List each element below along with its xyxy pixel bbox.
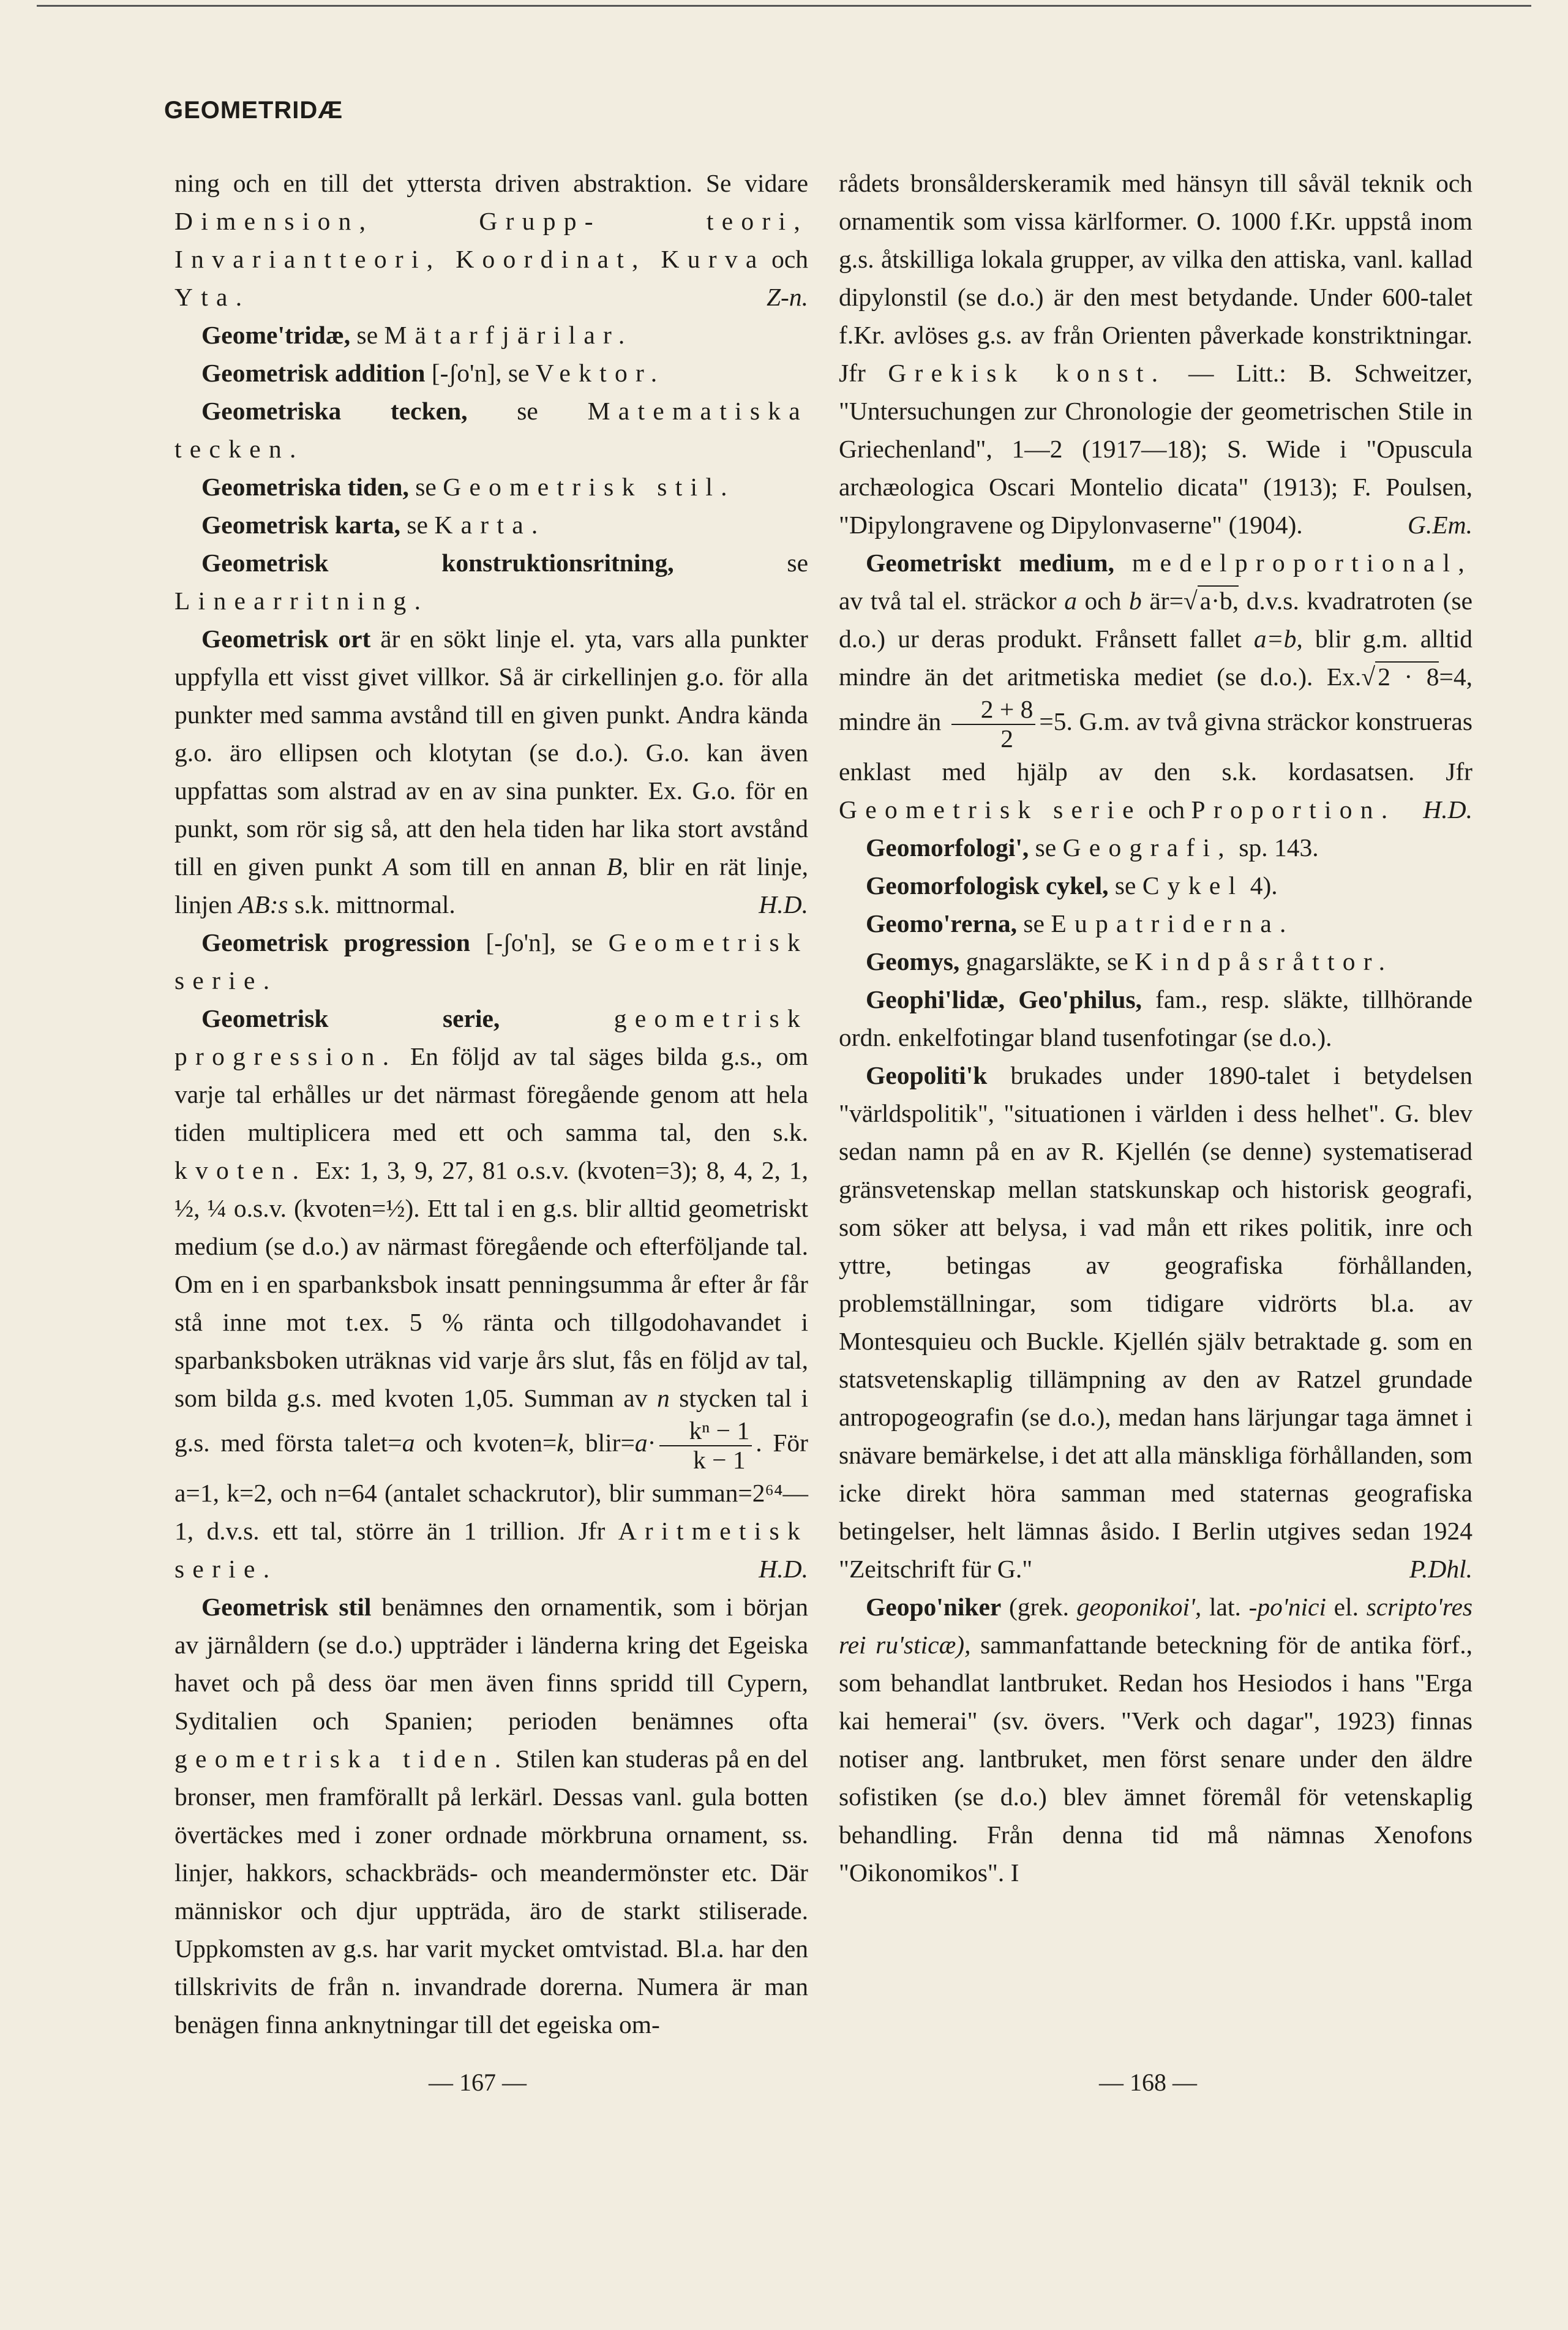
cross-reference: Karta.	[434, 511, 546, 539]
entry-geomys: Geomys, gnagarsläkte, se Kindpåsråttor.	[866, 947, 1394, 976]
cross-reference: Eupatriderna.	[1051, 909, 1294, 938]
entry-geometridae: Geome'tridæ, se Mätarfjärilar.	[201, 321, 633, 349]
headword: Geomys,	[866, 947, 960, 976]
cross-reference: Yta.	[174, 283, 250, 311]
entry-geometrisk-karta: Geometrisk karta, se Karta.	[201, 511, 546, 539]
headword: Geometriskt medium,	[866, 549, 1114, 577]
entry-geometrisk-ort: Geometrisk ort är en sökt linje el. yta, vars alla punkter uppfylla ett visst givet villkor. Så är cirkellinjen g.o. för alla punkter med samma avstånd till en given punkt. Andra kända g.o. äro ellipsen och klotytan (se d.o.). G.o. kan även uppfattas som alstrad av en av sina punkter. Ex. G.o. för en punkt, som rör sig så, att den hela tiden har lika stort avstånd till en given punkt A som till en annan B, blir en rät linje, linjen AB:s s.k. mittnormal. H.D.	[174, 620, 808, 923]
entry-geometrisk-progression: Geometrisk progression [-ʃo'n], se Geometrisk serie.	[174, 928, 808, 994]
entry-geophilidae: Geophi'lidæ, Geo'philus, fam., resp. släkte, tillhörande ordn. enkelfotingar bland tusenfotingar (se d.o.).	[839, 985, 1473, 1052]
entry-continuation: rådets bronsålderskeramik med hänsyn till såväl teknik och ornamentik som vissa kärlformer. O. 1000 f.Kr. uppstå inom g.s. åtskilliga lokala grupper, av vilka den attiska, vanl. kallad dipylonstil (se d.o.) är den mest betydande. Under 600-talet f.Kr. avlöses g.s. av från Orienten påverkade konstriktningar. Jfr Grekisk konst. — Litt.: B. Schweitzer, "Untersuchungen zur Chronologie der geometrischen Stile in Griechenland", 1—2 (1917—18); S. Wide i "Opuscula archæologica Oscari Montelio dicata" (1913); F. Poulsen, "Dipylongravene og Dipylonvaserne" (1904). G.Em.	[839, 164, 1472, 544]
headword: Geopo'niker	[866, 1593, 1002, 1622]
cross-reference: Aritmetisk serie.	[174, 1517, 808, 1584]
cross-reference: Grekisk konst.	[888, 359, 1166, 387]
entry-geomorfologisk-cykel: Geomorfologisk cykel, se Cykel 4).	[866, 871, 1278, 900]
cross-reference: Kindpåsråttor.	[1135, 947, 1394, 976]
entry-geomorfologi: Geomorfologi', se Geografi, sp. 143.	[866, 833, 1319, 862]
left-column	[174, 164, 808, 2043]
entry-geometrisk-addition: Geometrisk addition [-ʃo'n], se Vektor.	[201, 359, 666, 387]
headword: Geometriska tiden,	[201, 473, 409, 501]
spaced-term: medelproportional,	[1132, 549, 1473, 577]
headword: Geometrisk ort	[201, 625, 371, 653]
page-number-right: — 168 —	[1099, 2069, 1197, 2096]
cross-reference: Geometrisk serie.	[174, 928, 808, 994]
entry-geometriskt-medium: Geometriskt medium, medelproportional, av två tal el. sträckor a och b är=√a·b, d.v.s. kvadratroten (se d.o.) ur deras produkt. Frånsett fallet a=b, blir g.m. alltid mindre än det aritmetiska mediet (se d.o.). Ex.√2 · 8=4, mindre än $\frac{2 + 8}{2}$ =5. G.m. av två givna sträckor konstrueras enklast med hjälp av den s.k. kordasatsen. Jfr Geometrisk serie och Proportion. H.D.	[839, 544, 1472, 829]
formula-fraction: $\frac{\text{kⁿ − 1}}{k - 1}$	[659, 1417, 752, 1474]
top-rule	[37, 5, 1531, 7]
headword: Geometrisk serie,	[201, 1004, 500, 1032]
spaced-term: geometriska tiden.	[174, 1745, 509, 1773]
author-signature: P.Dhl.	[1409, 1555, 1472, 1584]
author-signature: H.D.	[1423, 795, 1472, 824]
entry-geometrisk-konstruktionsritning: Geometrisk konstruktionsritning, se Linearritning.	[174, 549, 808, 615]
running-head: GEOMETRIDÆ	[164, 97, 343, 124]
cross-reference: Mätarfjärilar.	[384, 321, 633, 349]
entry-continuation: ning och en till det yttersta driven abstraktion. Se vidare Dimension, Grupp- teori, Invariantteori, Koordinat, Kurva och Yta. Z-n.	[174, 164, 808, 316]
entry-geometriska-tiden: Geometriska tiden, se Geometrisk stil.	[201, 473, 735, 501]
headword: Geometrisk addition	[201, 359, 426, 387]
cross-reference: Linearritning.	[174, 587, 429, 615]
cross-reference: Geografi,	[1062, 833, 1232, 862]
entry-geometriska-tecken: Geometriska tecken, se Matematiska tecken.	[174, 397, 809, 463]
author-signature: H.D.	[759, 890, 808, 919]
headword: Geometrisk progression	[201, 928, 470, 956]
entry-geomorerna: Geomo'rerna, se Eupatriderna.	[866, 909, 1294, 938]
spaced-term: kvoten.	[174, 1156, 307, 1184]
headword: Geometrisk karta,	[201, 511, 401, 539]
cross-reference: Dimension, Grupp- teori, Invariantteori, Koordinat, Kurva	[174, 207, 808, 273]
entry-geometrisk-stil: Geometrisk stil benämnes den ornamentik, som i början av järnåldern (se d.o.) uppträder i länderna kring det Egeiska havet och på dess öar men även finns spridd till Cypern, Syditalien och Spanien; perioden benämnes ofta geometriska tiden. Stilen kan studeras på en del bronser, men framförallt på lerkärl. Dessas vanl. gula botten övertäckes med i zoner ordnade mörkbruna ornament, ss. linjer, hakkors, schackbräds- och meandermönster etc. Där människor och djur uppträda, äro de starkt stiliserade. Uppkomsten av g.s. har varit mycket omtvistad. Bl.a. har den tillskrivits de från n. invandrade dorerna. Numera är man benägen finna anknytningar till det egeiska om-	[174, 1593, 808, 2039]
cross-reference: Proportion.	[1191, 795, 1396, 824]
author-signature: Z-n.	[766, 283, 808, 311]
headword: Geome'tridæ,	[201, 321, 351, 349]
headword: Geometrisk konstruktionsritning,	[201, 549, 674, 577]
cross-reference: Geometrisk serie	[839, 795, 1142, 824]
headword: Geometriska tecken,	[201, 397, 468, 425]
page-number-left: — 167 —	[429, 2069, 527, 2096]
headword: Geomo'rerna,	[866, 909, 1018, 938]
author-signature: H.D.	[759, 1555, 808, 1584]
cross-reference: Matematiska tecken.	[174, 397, 809, 463]
entry-geometrisk-serie: Geometrisk serie, geometrisk progression. En följd av tal säges bilda g.s., om varje tal erhålles ur det närmast föregående genom att hela tiden multiplicera med ett och samma tal, den s.k. kvoten. Ex: 1, 3, 9, 27, 81 o.s.v. (kvoten=3); 8, 4, 2, 1, ½, ¼ o.s.v. (kvoten=½). Ett tal i en g.s. blir alltid geometriskt medium (se d.o.) av närmast föregående och efterföljande tal. Om en i en sparbanksbok insatt penningsumma år efter år får stå inne mot t.ex. 5 % ränta och tillgodohavandet i sparbanksboken uträknas vid varje års slut, fås en följd av tal, som bilda g.s. med kvoten 1,05. Summan av n stycken tal i g.s. med första talet=a och kvoten=k, blir=a· $\frac{\text{kⁿ − 1}}{k - 1}$ . För a=1, k=2, och n=64 (antalet schackrutor), blir summan=2⁶⁴—1, d.v.s. ett tal, större än 1 trillion. Jfr Aritmetisk serie. H.D.	[174, 999, 808, 1588]
entry-geoponiker: Geopo'niker (grek. geoponikoi', lat. -po'nici el. scripto'res rei ru'sticæ), sammanfattande beteckning för de antika förf., som behandlat lantbruket. Redan hos Hesiodos i hans "Erga kai hemerai" (sv. övers. "Verk och dagar", 1923) finnas notiser ang. lantbruket, men först senare under den äldre sofistiken (se d.o.) blev ämnet föremål för vetenskaplig behandling. Från denna tid må nämnas Xenofons "Oikonomikos". I	[839, 1593, 1473, 1887]
headword: Geopoliti'k	[866, 1061, 988, 1090]
square-root: a·b,	[1198, 585, 1239, 615]
right-column	[839, 164, 1472, 1892]
cross-reference: Geometrisk stil.	[443, 473, 735, 501]
spaced-term: geometrisk progression.	[174, 1004, 808, 1070]
cross-reference: Vektor.	[535, 359, 666, 387]
headword: Geometrisk stil	[201, 1593, 372, 1622]
author-signature: G.Em.	[1407, 511, 1472, 539]
entry-geopolitik: Geopoliti'k brukades under 1890-talet i betydelsen "världspolitik", "situationen i världen i dess helhet". G. blev sedan namn på en av R. Kjellén (se denne) systematiserad gränsvetenskap mellan statskunskap och historisk geografi, som söker att belysa, i vad mån ett rikes politik, inre och yttre, betingas av geografiska förhållanden, problemställningar, som tidigare vidrörts bl.a. av Montesquieu och Buckle. Kjellén själv betraktade g. som en statsvetenskaplig tillämpning av den av Ratzel grundade antropogeografin (se d.o.), medan hans lärjungar taga ämnet i snävare bemärkelse, i det att alla mänskliga förhållanden, som icke direkt höra samman med staternas geografiska betingelser, helt lämnas åsido. I Berlin utgives sedan 1924 "Zeitschrift für G." P.Dhl.	[839, 1056, 1472, 1588]
square-root: 2 · 8	[1375, 661, 1439, 691]
headword: Geomorfologi',	[866, 833, 1029, 862]
headword: Geomorfologisk cykel,	[866, 871, 1109, 900]
cross-reference: Cykel	[1142, 871, 1244, 900]
formula-fraction: $\frac{2 + 8}{2}$	[951, 696, 1036, 753]
headword: Geophi'lidæ, Geo'philus,	[866, 985, 1142, 1014]
